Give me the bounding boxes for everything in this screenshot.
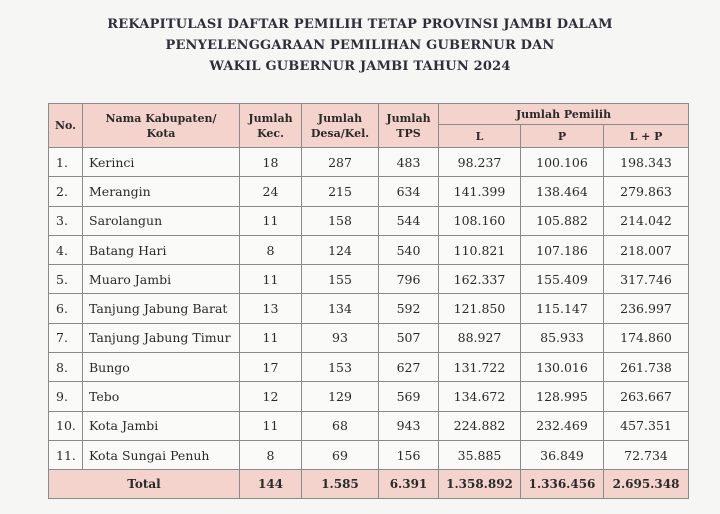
cell-p: 36.849 [521, 440, 604, 469]
cell-l: 98.237 [439, 148, 521, 177]
header-nama [83, 104, 240, 148]
cell-kec: 24 [240, 177, 302, 206]
table-row [49, 177, 689, 206]
header-lp: L + P [604, 125, 689, 148]
cell-nama: Tanjung Jabung Timur [83, 323, 240, 352]
cell-p: 138.464 [521, 177, 604, 206]
table-row [49, 323, 689, 352]
cell-desa: 69 [302, 440, 379, 469]
cell-no: 1. [49, 148, 83, 177]
table-row [49, 353, 689, 382]
total-p: 1.336.456 [521, 470, 604, 499]
header-desa-line-2: Desa/Kel. [310, 126, 370, 140]
header-kec-line-1: Jumlah [248, 111, 293, 125]
cell-desa: 129 [302, 382, 379, 411]
cell-kec: 11 [240, 411, 302, 440]
cell-desa: 155 [302, 265, 379, 294]
voter-recap-table [48, 103, 689, 499]
cell-desa: 153 [302, 353, 379, 382]
cell-no: 6. [49, 294, 83, 323]
cell-kec: 8 [240, 235, 302, 264]
total-lp: 2.695.348 [604, 470, 689, 499]
header-tps-line-2: TPS [396, 126, 421, 140]
cell-nama: Tanjung Jabung Barat [83, 294, 240, 323]
cell-l: 88.927 [439, 323, 521, 352]
cell-tps: 483 [379, 148, 439, 177]
cell-no: 10. [49, 411, 83, 440]
cell-desa: 158 [302, 206, 379, 235]
cell-kec: 11 [240, 206, 302, 235]
cell-tps: 943 [379, 411, 439, 440]
cell-l: 141.399 [439, 177, 521, 206]
cell-no: 8. [49, 353, 83, 382]
cell-kec: 11 [240, 265, 302, 294]
cell-lp: 236.997 [604, 294, 689, 323]
cell-desa: 287 [302, 148, 379, 177]
cell-l: 108.160 [439, 206, 521, 235]
header-tps-line-1: Jumlah [386, 111, 431, 125]
cell-lp: 214.042 [604, 206, 689, 235]
cell-nama: Muaro Jambi [83, 265, 240, 294]
header-p: P [521, 125, 604, 148]
cell-tps: 627 [379, 353, 439, 382]
cell-no: 9. [49, 382, 83, 411]
header-desa [302, 104, 379, 148]
cell-kec: 11 [240, 323, 302, 352]
cell-kec: 17 [240, 353, 302, 382]
table-row [49, 294, 689, 323]
title-line-1: REKAPITULASI DAFTAR PEMILIH TETAP PROVINSI JAMBI DALAM [107, 17, 613, 32]
cell-lp: 261.738 [604, 353, 689, 382]
cell-kec: 12 [240, 382, 302, 411]
total-row [49, 470, 689, 499]
cell-p: 85.933 [521, 323, 604, 352]
cell-p: 130.016 [521, 353, 604, 382]
cell-desa: 124 [302, 235, 379, 264]
table-row [49, 148, 689, 177]
cell-p: 107.186 [521, 235, 604, 264]
cell-no: 2. [49, 177, 83, 206]
cell-p: 115.147 [521, 294, 604, 323]
cell-l: 35.885 [439, 440, 521, 469]
cell-l: 110.821 [439, 235, 521, 264]
table-row [49, 265, 689, 294]
cell-desa: 134 [302, 294, 379, 323]
table-row [49, 235, 689, 264]
cell-tps: 156 [379, 440, 439, 469]
cell-lp: 198.343 [604, 148, 689, 177]
header-jumlah-pemilih: Jumlah Pemilih [439, 104, 689, 125]
header-nama-line-2: Kota [146, 126, 176, 140]
cell-tps: 592 [379, 294, 439, 323]
cell-tps: 796 [379, 265, 439, 294]
cell-p: 105.882 [521, 206, 604, 235]
cell-p: 100.106 [521, 148, 604, 177]
total-label: Total [49, 470, 240, 499]
table-row [49, 440, 689, 469]
cell-p: 128.995 [521, 382, 604, 411]
cell-nama: Kota Jambi [83, 411, 240, 440]
cell-l: 121.850 [439, 294, 521, 323]
total-desa: 1.585 [302, 470, 379, 499]
title-line-2: PENYELENGGARAAN PEMILIHAN GUBERNUR DAN [165, 38, 555, 53]
table-row [49, 382, 689, 411]
cell-no: 7. [49, 323, 83, 352]
cell-nama: Sarolangun [83, 206, 240, 235]
total-l: 1.358.892 [439, 470, 521, 499]
cell-l: 131.722 [439, 353, 521, 382]
cell-kec: 8 [240, 440, 302, 469]
cell-nama: Tebo [83, 382, 240, 411]
cell-l: 162.337 [439, 265, 521, 294]
cell-tps: 507 [379, 323, 439, 352]
title-line-3: WAKIL GUBERNUR JAMBI TAHUN 2024 [209, 59, 511, 74]
cell-no: 3. [49, 206, 83, 235]
cell-nama: Merangin [83, 177, 240, 206]
table-row [49, 411, 689, 440]
cell-p: 155.409 [521, 265, 604, 294]
cell-lp: 174.860 [604, 323, 689, 352]
header-no: No. [49, 104, 83, 148]
cell-no: 4. [49, 235, 83, 264]
cell-desa: 68 [302, 411, 379, 440]
cell-nama: Batang Hari [83, 235, 240, 264]
document-title [0, 14, 720, 77]
cell-lp: 317.746 [604, 265, 689, 294]
cell-lp: 457.351 [604, 411, 689, 440]
header-l: L [439, 125, 521, 148]
cell-tps: 634 [379, 177, 439, 206]
cell-nama: Kerinci [83, 148, 240, 177]
total-tps: 6.391 [379, 470, 439, 499]
cell-tps: 569 [379, 382, 439, 411]
cell-lp: 279.863 [604, 177, 689, 206]
cell-tps: 540 [379, 235, 439, 264]
cell-desa: 215 [302, 177, 379, 206]
cell-desa: 93 [302, 323, 379, 352]
header-kec [240, 104, 302, 148]
cell-nama: Kota Sungai Penuh [83, 440, 240, 469]
cell-no: 5. [49, 265, 83, 294]
header-desa-line-1: Jumlah [317, 111, 363, 125]
cell-tps: 544 [379, 206, 439, 235]
cell-p: 232.469 [521, 411, 604, 440]
cell-lp: 263.667 [604, 382, 689, 411]
cell-no: 11. [49, 440, 83, 469]
cell-lp: 72.734 [604, 440, 689, 469]
cell-nama: Bungo [83, 353, 240, 382]
cell-l: 224.882 [439, 411, 521, 440]
cell-lp: 218.007 [604, 235, 689, 264]
table-row [49, 206, 689, 235]
cell-l: 134.672 [439, 382, 521, 411]
header-tps [379, 104, 439, 148]
header-row-1 [49, 104, 689, 125]
cell-kec: 13 [240, 294, 302, 323]
cell-kec: 18 [240, 148, 302, 177]
header-kec-line-2: Kec. [257, 126, 284, 140]
header-nama-line-1: Nama Kabupaten/ [105, 111, 217, 125]
total-kec: 144 [240, 470, 302, 499]
